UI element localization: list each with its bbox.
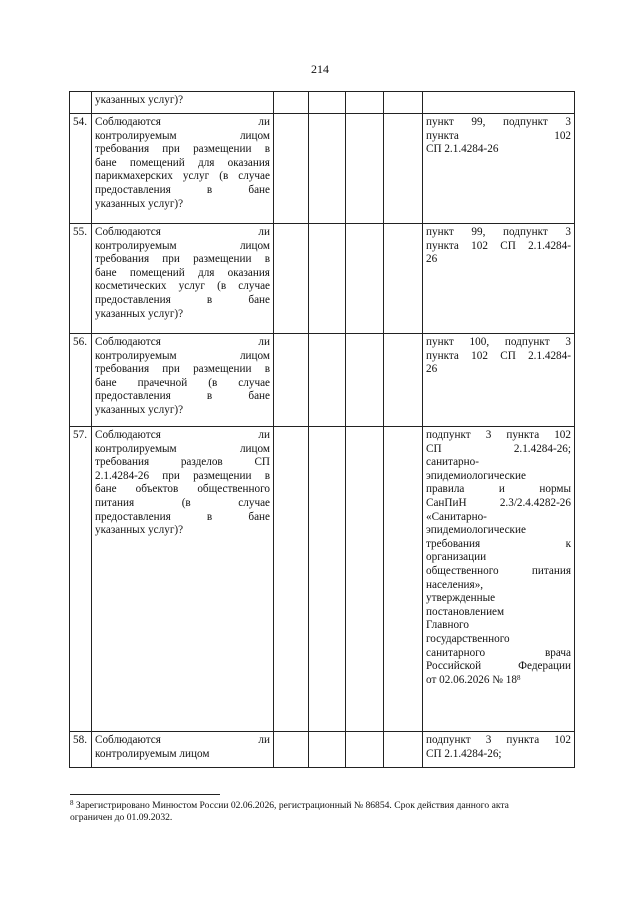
- row-number: 58.: [70, 732, 92, 768]
- question-cell: [92, 732, 274, 768]
- empty-cell: [384, 114, 423, 224]
- reference-line: утвержденные: [426, 592, 496, 605]
- question-line: Соблюдаются ли: [95, 336, 270, 348]
- table-row: [70, 334, 575, 427]
- empty-cell: [384, 92, 423, 114]
- reference-line: постановлением: [426, 605, 505, 618]
- reference-line: пункта 102: [426, 129, 571, 142]
- empty-cell: [384, 427, 423, 732]
- footnote-text-1: Зарегистрировано Минюстом России 02.06.2026, регистрационный № 86854. Срок действия данного акта: [75, 800, 509, 811]
- requirements-table: [69, 91, 575, 768]
- empty-cell: [309, 732, 346, 768]
- row-number: 54.: [70, 114, 92, 224]
- reference-line: пункт 99, подпункт 3: [426, 116, 571, 128]
- question-line: контролируемым лицом: [95, 349, 270, 362]
- reference-line: Российской Федерации: [426, 660, 571, 673]
- empty-cell: [346, 732, 384, 768]
- reference-line: пункт 99, подпункт 3: [426, 226, 571, 238]
- empty-cell: [274, 224, 309, 334]
- reference-line: подпункт 3 пункта 102: [426, 734, 571, 746]
- reference-line: [426, 674, 571, 688]
- table-row: [70, 92, 575, 114]
- table-row: [70, 732, 575, 768]
- question-line: указанных услуг)?: [95, 197, 184, 210]
- reference-line: 26: [426, 253, 438, 266]
- question-line: требования при размещении в: [95, 253, 270, 266]
- footnote-line-1: [70, 800, 575, 812]
- empty-cell: [309, 334, 346, 427]
- page-number: 214: [311, 62, 329, 76]
- question-line: требования при размещении в: [95, 143, 270, 156]
- reference-cell: [423, 92, 575, 114]
- question-line: парикмахерских услуг (в случае: [95, 170, 270, 183]
- question-line: косметических услуг (в случае: [95, 280, 270, 293]
- question-cell: [92, 427, 274, 732]
- reference-line: общественного питания: [426, 564, 571, 577]
- reference-cell: [423, 732, 575, 768]
- question-line: предоставления в бане: [95, 510, 270, 523]
- reference-line: организации: [426, 551, 487, 564]
- empty-cell: [384, 334, 423, 427]
- question-line: указанных услуг)?: [95, 307, 184, 320]
- reference-line: 26: [426, 363, 438, 376]
- reference-line: пункта 102 СП 2.1.4284-: [426, 349, 571, 362]
- reference-line: СП 2.1.4284-26;: [426, 442, 571, 455]
- empty-cell: [309, 427, 346, 732]
- table-row: [70, 224, 575, 334]
- question-line: контролируемым лицом: [95, 239, 270, 252]
- question-cell: [92, 224, 274, 334]
- reference-line: подпункт 3 пункта 102: [426, 429, 571, 441]
- reference-line: «Санитарно-: [426, 510, 487, 523]
- empty-cell: [274, 732, 309, 768]
- question-line: бане объектов общественного: [95, 483, 270, 496]
- question-line: указанных услуг)?: [95, 524, 184, 537]
- reference-line: пункта 102 СП 2.1.4284-: [426, 239, 571, 252]
- empty-cell: [309, 92, 346, 114]
- question-line: требования разделов СП: [95, 456, 270, 469]
- question-line: 2.1.4284-26 при размещении в: [95, 469, 270, 482]
- reference-line: требования к: [426, 537, 571, 550]
- reference-line: пункт 100, подпункт 3: [426, 336, 571, 348]
- footnote-separator: [70, 794, 220, 795]
- table-row: [70, 114, 575, 224]
- empty-cell: [274, 427, 309, 732]
- reference-line: государственного: [426, 632, 510, 645]
- footnote: [70, 800, 575, 824]
- empty-cell: [384, 732, 423, 768]
- empty-cell: [274, 334, 309, 427]
- reference-line: эпидемиологические: [426, 469, 526, 482]
- empty-cell: [384, 224, 423, 334]
- reference-line: санитарно-: [426, 456, 479, 469]
- reference-line: правила и нормы: [426, 483, 571, 496]
- question-line: указанных услуг)?: [95, 94, 184, 106]
- question-line: контролируемым лицом: [95, 442, 270, 455]
- empty-cell: [309, 224, 346, 334]
- empty-cell: [346, 427, 384, 732]
- question-line: бане помещений для оказания: [95, 156, 270, 169]
- question-line: предоставления в бане: [95, 390, 270, 403]
- question-line: предоставления в бане: [95, 183, 270, 196]
- question-line: указанных услуг)?: [95, 403, 184, 416]
- empty-cell: [346, 114, 384, 224]
- empty-cell: [309, 114, 346, 224]
- question-line: предоставления в бане: [95, 293, 270, 306]
- row-number: 56.: [70, 334, 92, 427]
- empty-cell: [274, 114, 309, 224]
- reference-line: СП 2.1.4284-26: [426, 143, 499, 156]
- question-cell: [92, 114, 274, 224]
- question-line: контролируемым лицом: [95, 747, 210, 760]
- reference-line: СП 2.1.4284-26;: [426, 747, 502, 760]
- question-cell: [92, 92, 274, 114]
- question-line: питания (в случае: [95, 496, 270, 509]
- empty-cell: [346, 224, 384, 334]
- reference-line: Главного: [426, 619, 469, 632]
- row-number: 55.: [70, 224, 92, 334]
- footnote-line-2: ограничен до 01.09.2032.: [70, 812, 173, 823]
- reference-cell: [423, 427, 575, 732]
- empty-cell: [346, 334, 384, 427]
- footnote-mark: 8: [70, 799, 74, 807]
- footnote-reference-mark: 8: [516, 673, 521, 682]
- reference-line-text: от 02.06.2026 № 18: [426, 673, 517, 686]
- question-line: Соблюдаются ли: [95, 429, 270, 441]
- question-line: Соблюдаются ли: [95, 226, 270, 238]
- question-line: бане прачечной (в случае: [95, 376, 270, 389]
- question-line: Соблюдаются ли: [95, 116, 270, 128]
- row-number: 57.: [70, 427, 92, 732]
- reference-cell: [423, 334, 575, 427]
- reference-cell: [423, 224, 575, 334]
- question-line: Соблюдаются ли: [95, 734, 270, 746]
- reference-cell: [423, 114, 575, 224]
- table-row: [70, 427, 575, 732]
- question-line: контролируемым лицом: [95, 129, 270, 142]
- question-line: бане помещений для оказания: [95, 266, 270, 279]
- row-number: [70, 92, 92, 114]
- empty-cell: [346, 92, 384, 114]
- question-cell: [92, 334, 274, 427]
- reference-line: населения»,: [426, 578, 484, 591]
- reference-line: санитарного врача: [426, 646, 571, 659]
- empty-cell: [274, 92, 309, 114]
- reference-line: эпидемиологические: [426, 524, 526, 537]
- reference-line: СанПиН 2.3/2.4.4282-26: [426, 496, 571, 509]
- question-line: требования при размещении в: [95, 363, 270, 376]
